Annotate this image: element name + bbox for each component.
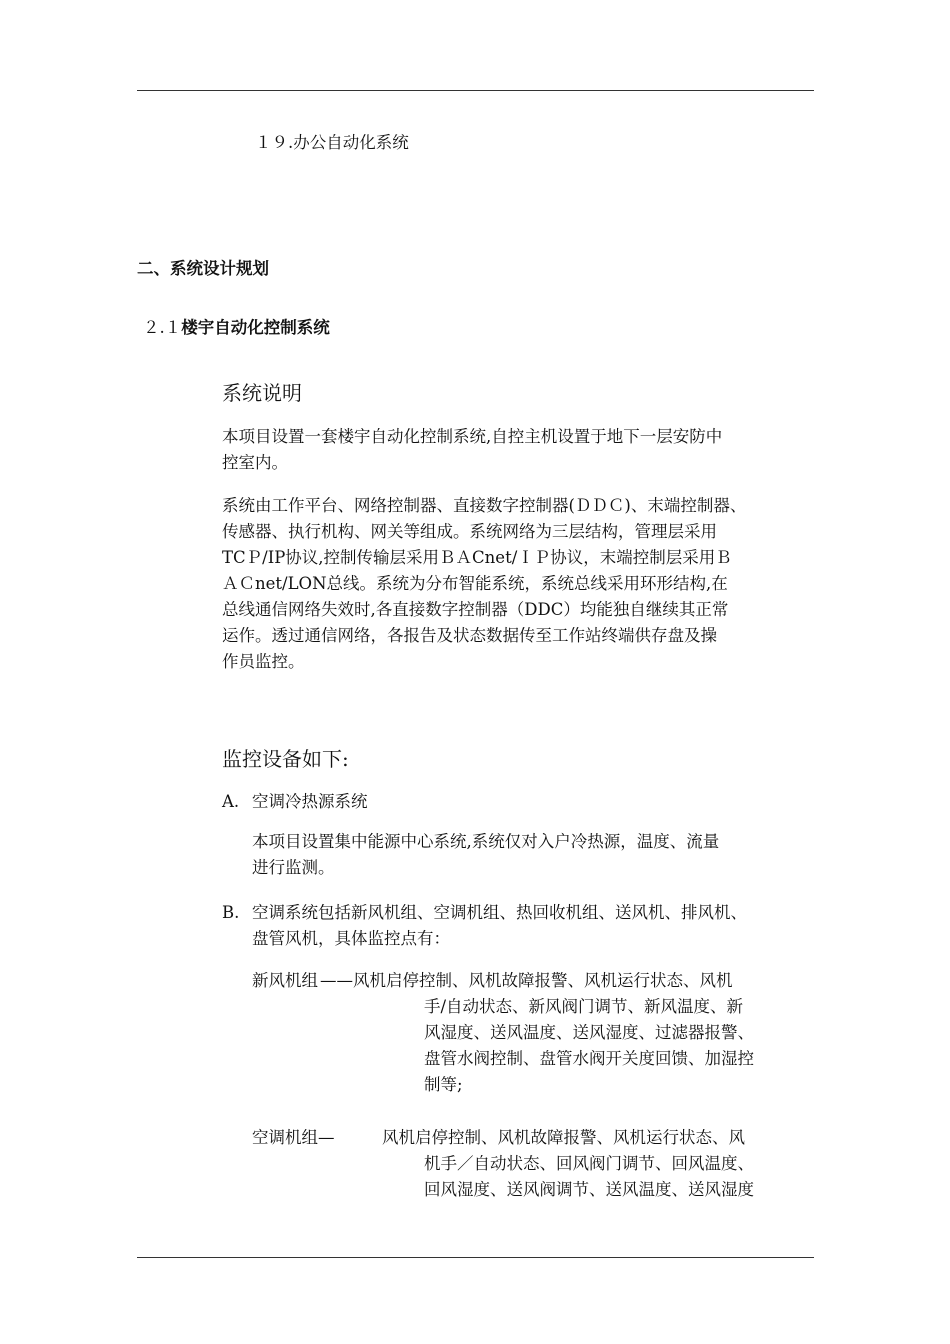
section-title: 二、系统设计规划 (137, 259, 269, 278)
paragraph-line: 手/自动状态、新风阀门调节、新风温度、新 (424, 997, 744, 1016)
item-a-title: 空调冷热源系统 (252, 792, 368, 811)
footer-rule (137, 1257, 814, 1258)
fresh-air-unit-desc (424, 994, 754, 1098)
paragraph-line: 空调系统包括新风机组、空调机组、热回收机组、送风机、排风机、 (252, 903, 747, 922)
ac-unit-label: 空调机组— (252, 1128, 335, 1147)
paragraph-line: 机手／自动状态、回风阀门调节、回风温度、 (424, 1154, 754, 1173)
paragraph-line: 盘管水阀控制、盘管水阀开关度回馈、加湿控 (424, 1049, 754, 1068)
fresh-air-unit-label: 新风机组 (252, 971, 318, 990)
ac-unit-first-line: 风机启停控制、风机故障报警、风机运行状态、风 (382, 1128, 745, 1147)
paragraph-2 (222, 493, 746, 675)
paragraph-line: TCＰ/IP协议,控制传输层采用ＢＡCnet/ＩＰ协议，末端控制层采用Ｂ (222, 548, 732, 567)
subsection-number: ２.１ (143, 318, 182, 337)
paragraph-line: 作员监控。 (222, 652, 305, 671)
fresh-air-unit-first-line: ——风机启停控制、风机故障报警、风机运行状态、风机 (320, 971, 733, 990)
paragraph-line: 传感器、执行机构、网关等组成。系统网络为三层结构，管理层采用 (222, 522, 717, 541)
ac-unit-desc (424, 1151, 754, 1203)
paragraph-line: 进行监测。 (252, 858, 335, 877)
subsection-heading (143, 318, 330, 338)
item-b-text (252, 900, 747, 952)
paragraph-line: 风湿度、送风温度、送风湿度、过滤器报警、 (424, 1023, 754, 1042)
system-desc-heading: 系统说明 (222, 381, 302, 405)
toc-item: １９.办公自动化系统 (255, 133, 409, 152)
paragraph-1 (222, 424, 722, 476)
paragraph-line: 盘管风机，具体监控点有： (252, 929, 450, 948)
paragraph-line: 控室内。 (222, 453, 288, 472)
paragraph-line: 回风湿度、送风阀调节、送风温度、送风湿度 (424, 1180, 754, 1199)
item-a-desc (252, 829, 719, 881)
subsection-title: 楼宇自动化控制系统 (181, 318, 330, 337)
paragraph-line: 系统由工作平台、网络控制器、直接数字控制器(ＤＤＣ)、末端控制器、 (222, 496, 747, 515)
paragraph-line: ＡＣnet/LON总线。系统为分布智能系统，系统总线采用环形结构,在 (222, 574, 728, 593)
header-rule (137, 90, 814, 91)
paragraph-line: 本项目设置一套楼宇自动化控制系统,自控主机设置于地下一层安防中 (222, 427, 723, 446)
item-b-label: B. (222, 903, 240, 922)
paragraph-line: 总线通信网络失效时,各直接数字控制器（DDC）均能独自继续其正常 (222, 600, 729, 619)
item-a-label: A. (222, 792, 240, 811)
paragraph-line: 运作。透过通信网络，各报告及状态数据传至工作站终端供存盘及操 (222, 626, 717, 645)
paragraph-line: 本项目设置集中能源中心系统,系统仅对入户冷热源，温度、流量 (252, 832, 720, 851)
monitor-heading: 监控设备如下: (222, 747, 349, 771)
paragraph-line: 制等; (424, 1075, 463, 1094)
